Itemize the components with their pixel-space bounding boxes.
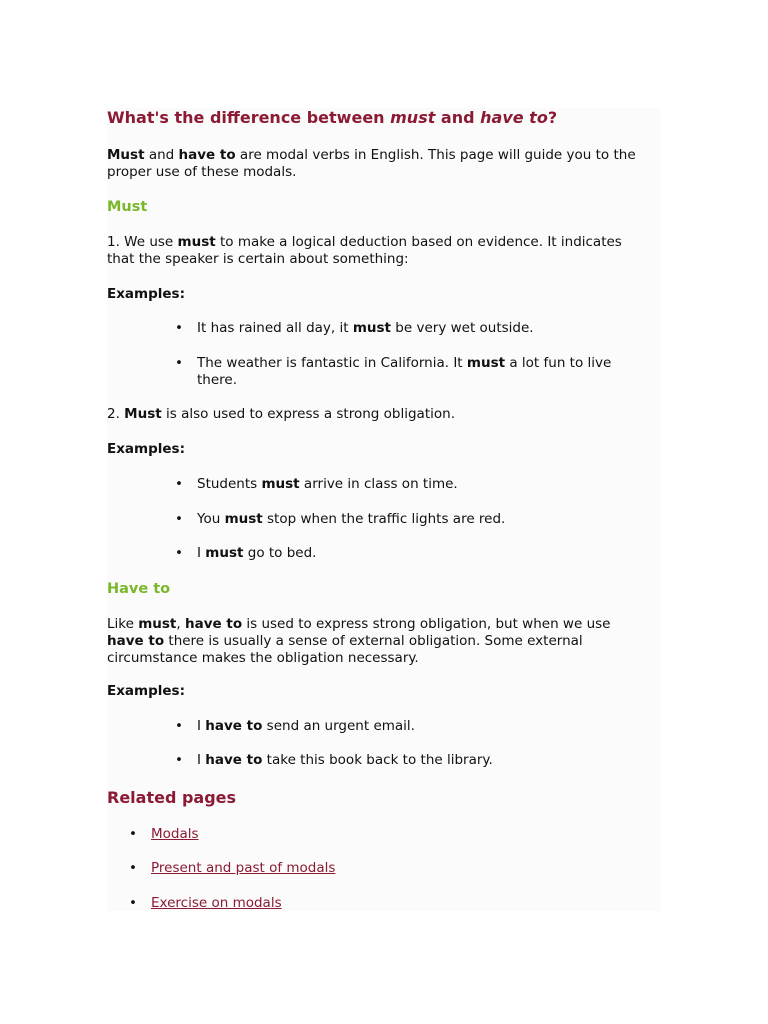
- must-point-1: [107, 234, 652, 268]
- intro-paragraph: [107, 147, 652, 181]
- bullet-icon: •: [175, 752, 183, 768]
- example-bold: must: [466, 355, 506, 371]
- have-to-paragraph: [107, 616, 637, 667]
- example-text: be very wet outside.: [391, 320, 534, 336]
- example-text: arrive in class on time.: [299, 476, 458, 492]
- have-to-heading: Have to: [107, 581, 171, 597]
- bullet-icon: •: [129, 895, 137, 911]
- must-heading: Must: [107, 199, 148, 215]
- point1-bold: must: [177, 234, 216, 250]
- intro-must: Must: [107, 147, 145, 163]
- examples-label-3: Examples:: [107, 683, 185, 699]
- title-must: must: [390, 108, 436, 127]
- have-to-text-2: ,: [176, 616, 185, 632]
- have-to-bold-3: have to: [107, 633, 165, 649]
- example-text: I: [197, 752, 206, 768]
- example-text: send an urgent email.: [262, 718, 415, 734]
- intro-text-1: and: [144, 147, 179, 163]
- bullet-icon: •: [175, 355, 183, 371]
- list-item: [175, 511, 637, 528]
- link-modals[interactable]: Modals: [151, 826, 199, 842]
- example-bold: must: [352, 320, 392, 336]
- have-to-text-1: Like: [107, 616, 139, 632]
- title-end: ?: [547, 108, 558, 127]
- example-bold: must: [205, 545, 244, 561]
- have-to-text-4: there is usually a sense of external obligation. Some external circumstance makes the obligation necessary.: [107, 633, 583, 666]
- point2-text-2: is also used to express a strong obligation.: [161, 406, 455, 422]
- list-item: [175, 355, 637, 389]
- example-text: Students: [197, 476, 262, 492]
- point2-text-1: 2.: [107, 406, 125, 422]
- bullet-icon: •: [175, 320, 183, 336]
- bullet-icon: •: [129, 826, 137, 842]
- list-item: [175, 752, 637, 769]
- example-text: take this book back to the library.: [262, 752, 493, 768]
- bullet-icon: •: [129, 860, 137, 876]
- example-text: go to bed.: [243, 545, 317, 561]
- list-item: [175, 320, 637, 337]
- list-item: [129, 895, 282, 912]
- list-item: [129, 860, 336, 877]
- point2-bold: Must: [124, 406, 162, 422]
- bullet-icon: •: [175, 476, 183, 492]
- example-text: I: [197, 545, 206, 561]
- page-title: [107, 108, 557, 128]
- point1-text-1: 1. We use: [107, 234, 178, 250]
- must-point-2: [107, 406, 652, 423]
- list-item: [175, 476, 637, 493]
- example-text: a lot fun to live there.: [197, 355, 612, 388]
- related-pages-heading: Related pages: [107, 788, 237, 807]
- example-bold: must: [224, 511, 263, 527]
- title-and: and: [435, 108, 481, 127]
- example-text: stop when the traffic lights are red.: [262, 511, 506, 527]
- bullet-icon: •: [175, 545, 183, 561]
- example-text: You: [197, 511, 225, 527]
- intro-have-to: have to: [178, 147, 236, 163]
- example-bold: have to: [205, 718, 263, 734]
- example-text: I: [197, 718, 206, 734]
- have-to-text-3: is used to express strong obligation, but when we use: [242, 616, 611, 632]
- link-exercise-on-modals[interactable]: Exercise on modals: [151, 895, 282, 911]
- title-text: What's the difference between: [107, 108, 391, 127]
- examples-label-2: Examples:: [107, 441, 185, 457]
- title-have-to: have to: [480, 108, 548, 127]
- have-to-bold-2: have to: [184, 616, 243, 632]
- link-present-and-past-of-modals[interactable]: Present and past of modals: [151, 860, 336, 876]
- example-bold: must: [261, 476, 300, 492]
- bullet-icon: •: [175, 718, 183, 734]
- intro-text-2: are modal verbs in English. This page will guide you to the proper use of these modals.: [107, 147, 636, 180]
- example-text: It has rained all day, it: [197, 320, 353, 336]
- example-text: The weather is fantastic in California. It: [197, 355, 467, 371]
- example-bold: have to: [205, 752, 263, 768]
- point1-text-2: to make a logical deduction based on evidence. It indicates that the speaker is certain about something:: [107, 234, 622, 267]
- have-to-bold-1: must: [138, 616, 177, 632]
- examples-label-1: Examples:: [107, 286, 185, 302]
- list-item: [175, 545, 637, 562]
- article-panel: [107, 108, 661, 911]
- list-item: [175, 718, 637, 735]
- bullet-icon: •: [175, 511, 183, 527]
- list-item: [129, 826, 199, 843]
